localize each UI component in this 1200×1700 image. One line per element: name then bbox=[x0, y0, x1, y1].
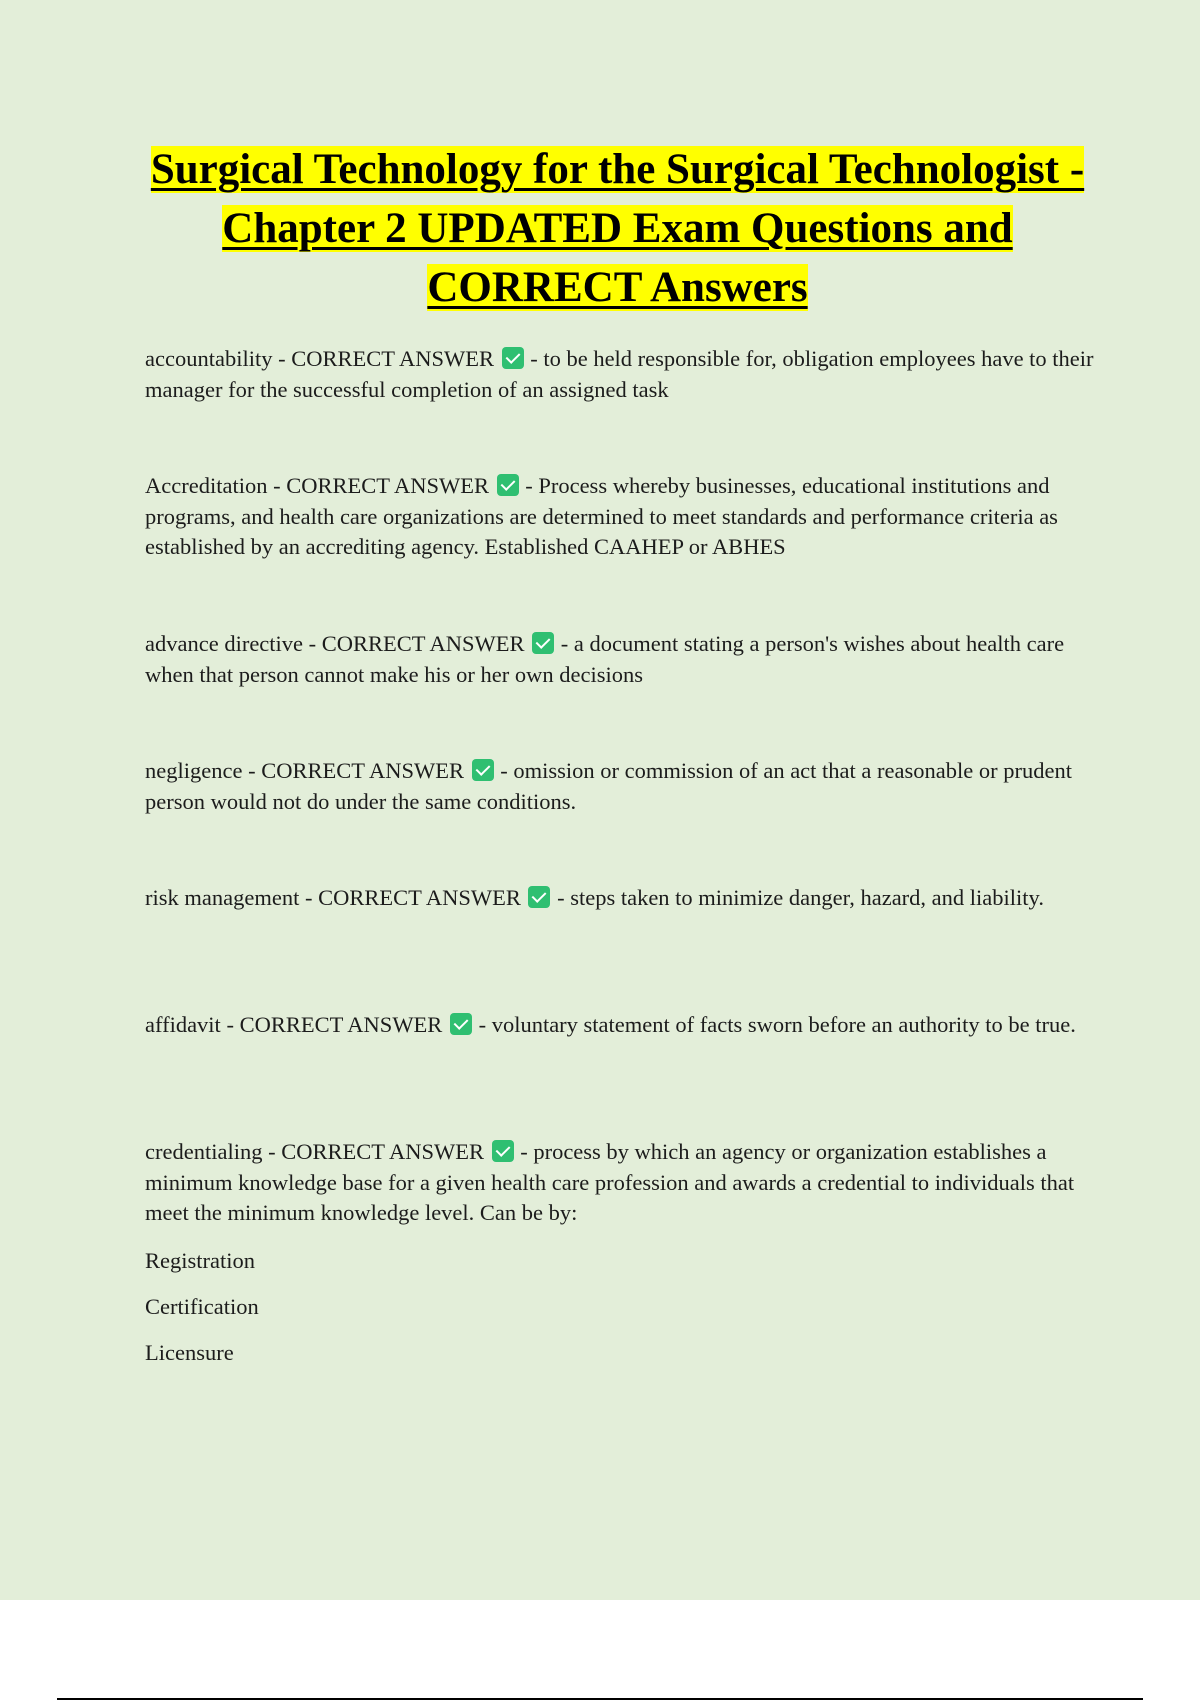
check-mark-icon bbox=[472, 759, 494, 781]
credential-type-certification: Certification bbox=[145, 1294, 259, 1319]
qa-entry-accreditation: Accreditation - CORRECT ANSWER - Process whereby businesses, educational institutions and programs, and health care organizations are determined to meet standards and performance criteria as established by an accrediting agency. Established CAAHEP or ABHES bbox=[145, 473, 1058, 559]
answer-marker: CORRECT ANSWER bbox=[239, 1012, 443, 1037]
check-mark-icon bbox=[528, 886, 550, 908]
entry-definition: omission or commission of an act that a reasonable or prudent person would not do under the same conditions. bbox=[145, 758, 1072, 814]
qa-entry-credentialing: credentialing - CORRECT ANSWER - process by which an agency or organization establishes a minimum knowledge base for a given health care profession and awards a credential to individuals that meet the minimum knowledge level. Can be by: bbox=[145, 1139, 1075, 1225]
check-mark-icon bbox=[497, 474, 519, 496]
answer-marker: CORRECT ANSWER bbox=[261, 758, 464, 783]
check-mark-icon bbox=[532, 632, 554, 654]
entry-term: risk management bbox=[145, 885, 300, 910]
entry-term: affidavit bbox=[145, 1012, 221, 1037]
qa-entry-affidavit: affidavit - CORRECT ANSWER - voluntary statement of facts sworn before an authority to be true. bbox=[145, 1012, 1076, 1037]
answer-marker: CORRECT ANSWER bbox=[286, 473, 489, 498]
credential-type-licensure: Licensure bbox=[145, 1340, 234, 1365]
entry-definition: process by which an agency or organization establishes a minimum knowledge base for a given health care profession and awards a credential to individuals that meet the minimum knowledge level. Can be by: bbox=[145, 1139, 1075, 1225]
document-title bbox=[130, 140, 1105, 317]
qa-entry-advance-directive: advance directive - CORRECT ANSWER - a document stating a person's wishes about health care when that person cannot make his or her own decisions bbox=[145, 631, 1065, 687]
answer-marker: CORRECT ANSWER bbox=[291, 346, 494, 371]
entry-term: credentialing bbox=[145, 1139, 263, 1164]
answer-marker: CORRECT ANSWER bbox=[281, 1139, 484, 1164]
entry-definition: voluntary statement of facts sworn before an authority to be true. bbox=[491, 1012, 1076, 1037]
entry-term: Accreditation bbox=[145, 473, 268, 498]
check-mark-icon bbox=[502, 347, 524, 369]
answer-marker: CORRECT ANSWER bbox=[321, 631, 525, 656]
entry-term: negligence bbox=[145, 758, 243, 783]
document-title-text: Surgical Technology for the Surgical Technologist - Chapter 2 UPDATED Exam Questions and CORRECT Answers bbox=[150, 146, 1085, 311]
entry-term: accountability bbox=[145, 346, 273, 371]
entry-definition: a document stating a person's wishes about health care when that person cannot make his or her own decisions bbox=[145, 631, 1065, 687]
entry-definition: Process whereby businesses, educational institutions and programs, and health care organizations are determined to meet standards and performance criteria as established by an accrediting agency. Established CAAHEP or ABHES bbox=[145, 473, 1058, 559]
entry-definition: to be held responsible for, obligation employees have to their manager for the successful completion of an assigned task bbox=[145, 346, 1094, 402]
credential-type-registration: Registration bbox=[145, 1248, 255, 1273]
qa-entry-accountability: accountability - CORRECT ANSWER - to be held responsible for, obligation employees have to their manager for the successful completion of an assigned task bbox=[145, 346, 1094, 402]
entry-term: advance directive bbox=[145, 631, 304, 656]
check-mark-icon bbox=[492, 1140, 514, 1162]
check-mark-icon bbox=[450, 1013, 472, 1035]
qa-entry-negligence: negligence - CORRECT ANSWER - omission or commission of an act that a reasonable or prudent person would not do under the same conditions. bbox=[145, 758, 1072, 814]
qa-entry-risk-management: risk management - CORRECT ANSWER - steps taken to minimize danger, hazard, and liability. bbox=[145, 885, 1044, 910]
answer-marker: CORRECT ANSWER bbox=[318, 885, 521, 910]
entry-definition: steps taken to minimize danger, hazard, and liability. bbox=[570, 885, 1044, 910]
